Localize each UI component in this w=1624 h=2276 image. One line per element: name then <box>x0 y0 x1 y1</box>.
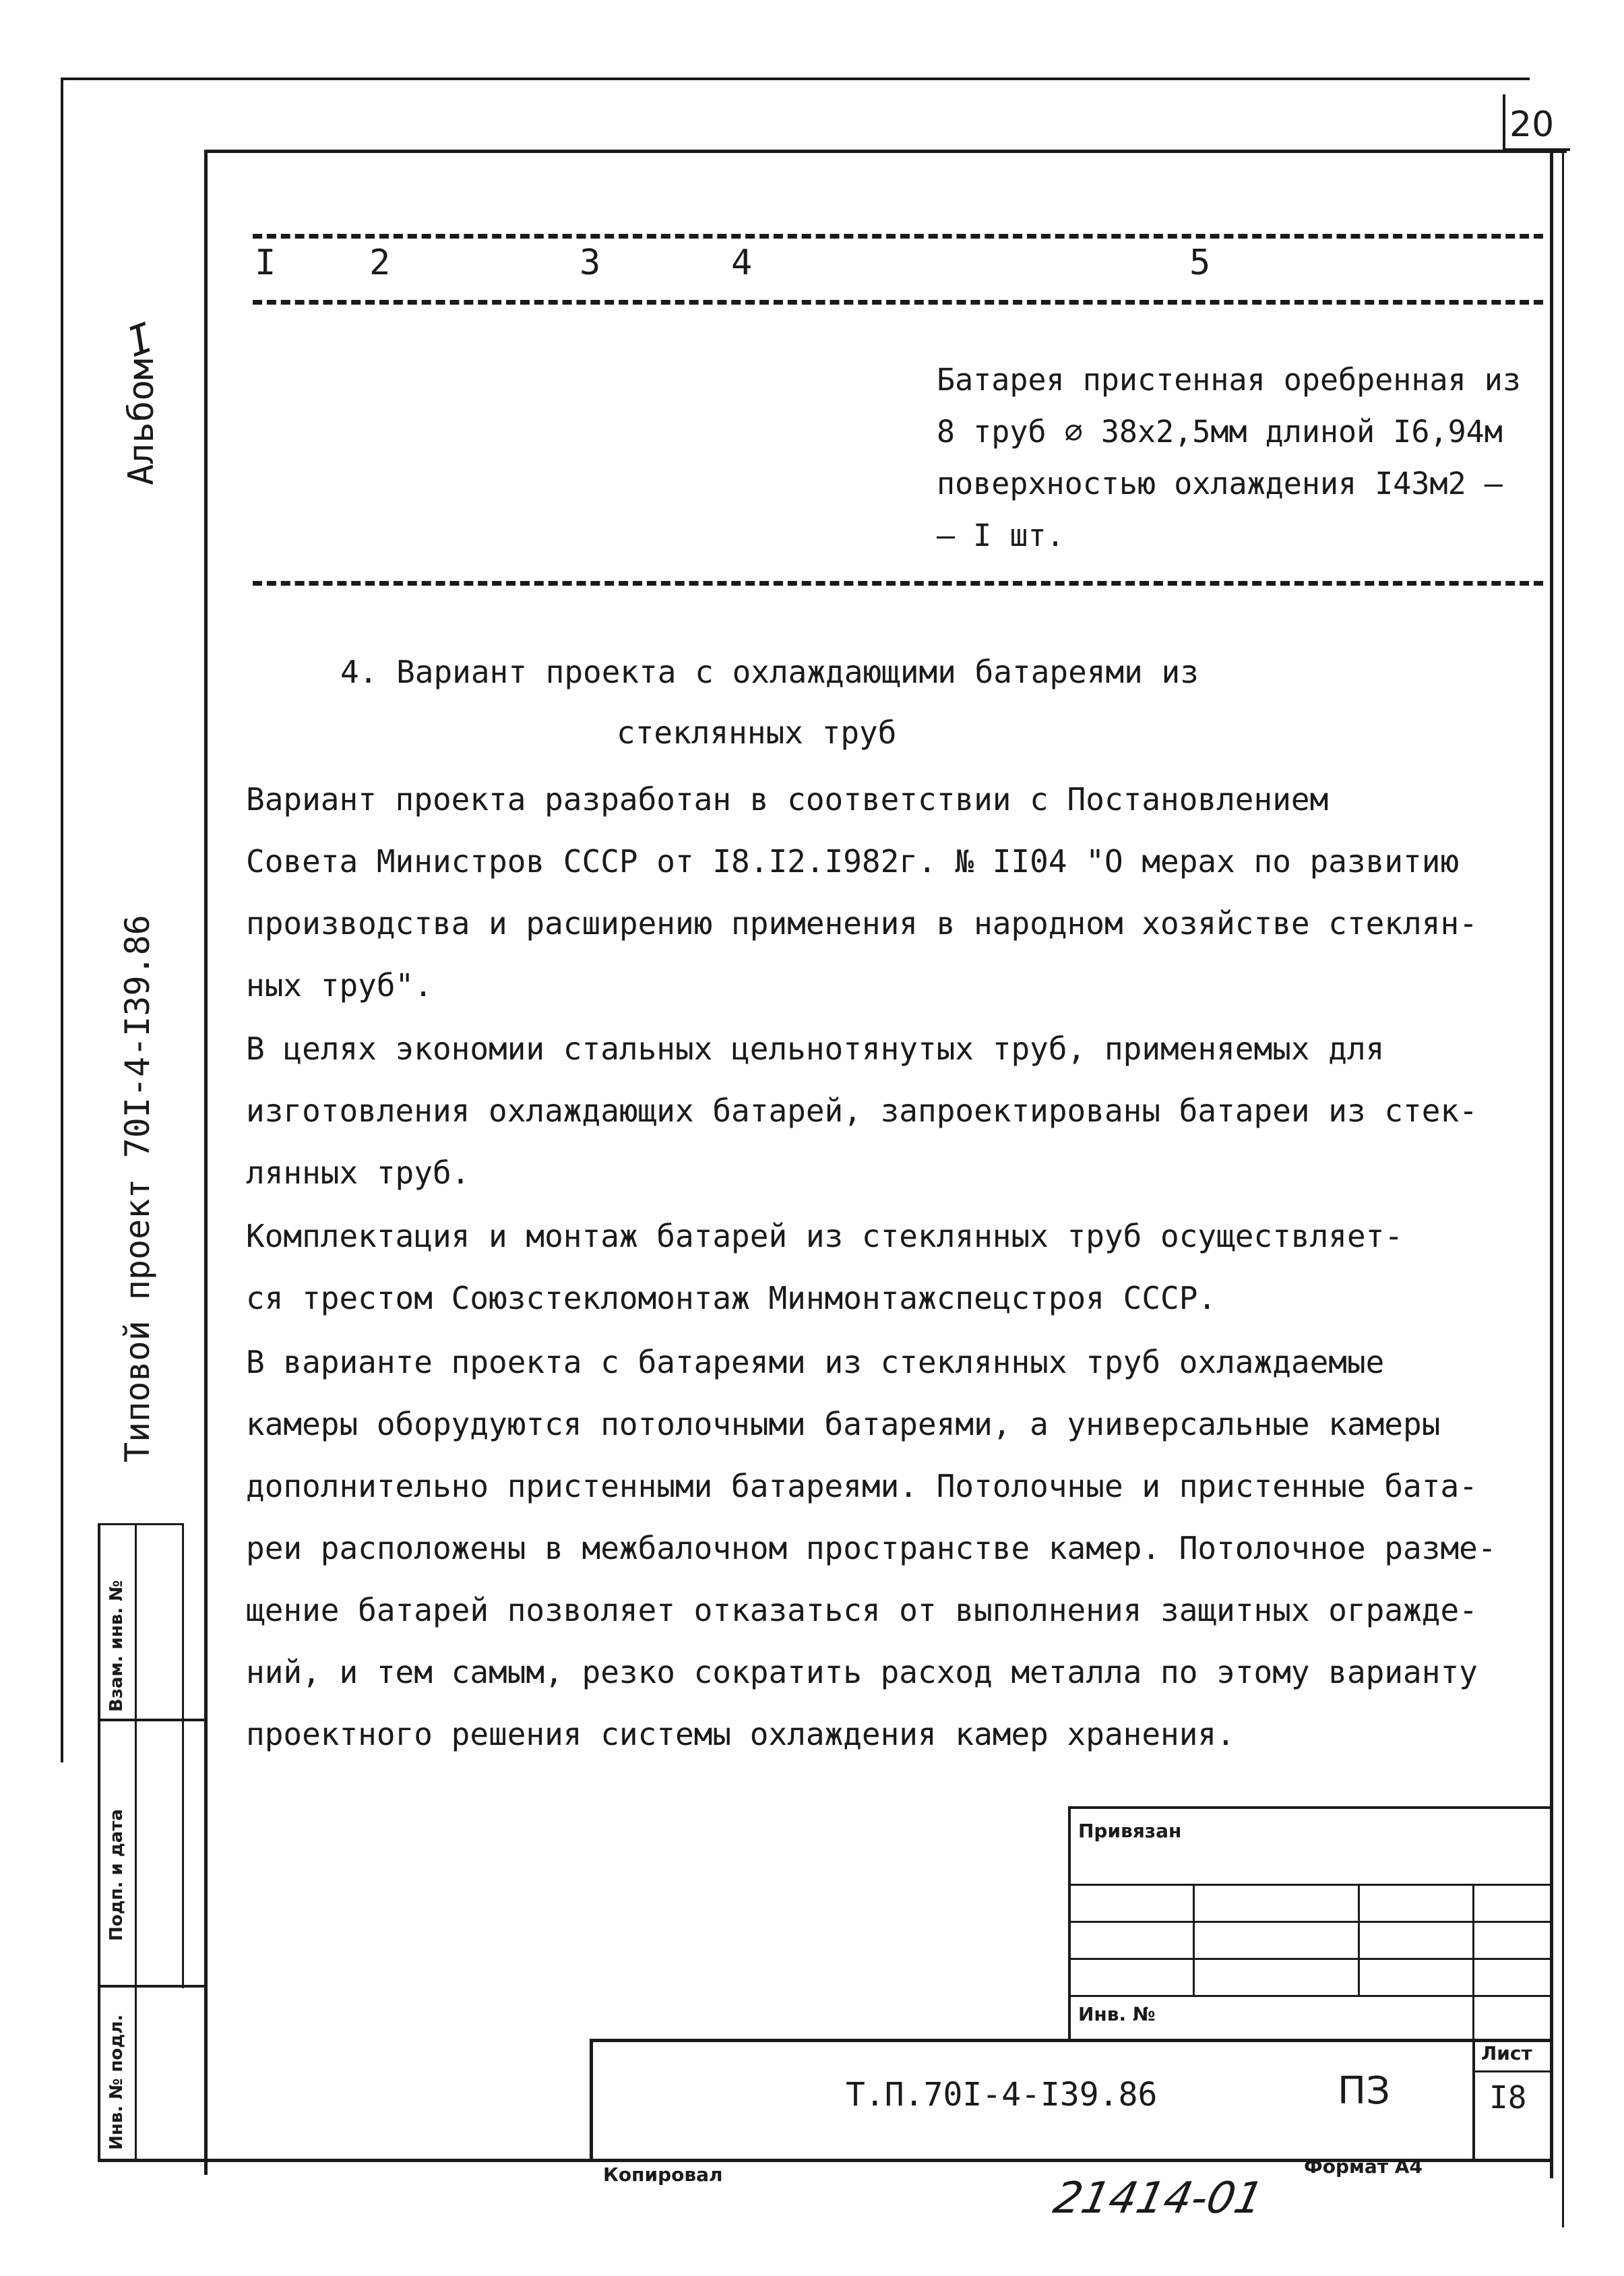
sheet-number: I8 <box>1489 2079 1527 2116</box>
paragraph-resolution: Вариант проекта разработан в соответствии с Постановлением Совета Министров СССР от I8.I2.I982г. № II04 "О мерах по развитию производства и расширению применения в народном хозяйстве стеклян- ных труб". <box>246 781 1478 1004</box>
section-heading-line2: стеклянных труб <box>617 714 897 751</box>
sheet-label: Лист <box>1481 2042 1532 2064</box>
stamp-label-original-inv: Инв. № подл. <box>106 2014 127 2150</box>
stamp-col-mid <box>135 1523 137 2160</box>
album-label: Альбом <box>121 359 162 485</box>
stamp-label-signature-date: Подп. и дата <box>106 1809 127 1941</box>
column-number-5: 5 <box>1189 243 1211 283</box>
format-label: Формат А4 <box>1304 2155 1423 2178</box>
paragraph-installation: Комплектация и монтаж батарей из стеклянных труб осуществляет- ся трестом Союзстекломонтаж Минмонтажспецстроя СССР. <box>246 1218 1404 1316</box>
tb-sheet-divider <box>1472 2070 1553 2072</box>
column-number-1: I <box>255 243 276 283</box>
document-designation: Т.П.70I-4-I39.86 <box>846 2076 1158 2114</box>
stamp-label-exchange-inv: Взам. инв. № <box>106 1580 127 1712</box>
tb-row-1 <box>1068 1884 1553 1886</box>
tb-main-left <box>590 2039 593 2160</box>
inv-no-label: Инв. № <box>1078 2003 1156 2025</box>
paragraph-variant: В варианте проекта с батареями из стеклянных труб охлаждаемые камеры оборудуются потолочными батареями, а универсальные камеры дополнительно пристенными батареями. Потолочные и пристенные бата- реи расположены в межбалочном пространстве камер. Потолочное разме- щение батарей позволяет отказаться от выполнения защитных огражде- ний, и тем самым, резко сократить расход металла по этому варианту проектного решения системы охлаждения камер хранения. <box>246 1344 1497 1752</box>
tb-row-2 <box>1068 1921 1553 1923</box>
table-dash-bottom <box>253 581 1543 586</box>
stamp-div-1 <box>98 1719 206 1721</box>
column-number-4: 4 <box>731 243 753 283</box>
album-mark: I <box>121 313 160 367</box>
stamp-col-right <box>182 1523 184 1988</box>
table-dash-top <box>253 234 1543 239</box>
column-number-3: 3 <box>580 243 601 283</box>
table-dash-header <box>253 300 1543 305</box>
tb-main-top <box>590 2039 1553 2042</box>
tb-vcol-1 <box>1193 1884 1195 1997</box>
tb-row-4 <box>1068 1995 1553 1997</box>
tb-vcol-2 <box>1358 1884 1360 1997</box>
page-box-left <box>1503 94 1505 148</box>
column-number-2: 2 <box>369 243 391 283</box>
stamp-col-left <box>98 1523 100 2160</box>
stamp-div-2 <box>98 1985 206 1988</box>
outer-frame-top <box>61 78 1530 80</box>
section-heading-line1: 4. Вариант проекта с охлаждающими батареями из <box>340 654 1199 690</box>
inner-frame-top <box>206 150 1567 153</box>
tb-sheet-left <box>1472 2039 1475 2160</box>
copied-label: Копировал <box>603 2163 723 2186</box>
handwritten-number: 21414-01 <box>1049 2174 1268 2223</box>
outer-frame-left <box>61 78 63 1762</box>
tb-bind-top <box>1068 1806 1553 1809</box>
project-code-label: Типовой проект 70I-4-I39.86 <box>118 915 157 1463</box>
tb-vcol-3 <box>1472 1884 1474 2039</box>
inner-frame-left <box>204 150 208 2175</box>
spec-description: Батарея пристенная оребренная из 8 труб ⌀ 38х2,5мм длиной I6,94м поверхностью охлаждения I43м2 – – I шт. <box>937 362 1521 553</box>
privyazan-label: Привязан <box>1078 1820 1182 1842</box>
stamp-div-top <box>98 1523 184 1525</box>
paragraph-economy: В целях экономии стальных цельнотянутых труб, применяемых для изготовления охлаждающих батарей, запроектированы батареи из стек- лянных труб. <box>246 1031 1478 1191</box>
page-number: 20 <box>1509 104 1555 145</box>
tb-row-3 <box>1068 1958 1553 1960</box>
section-code: ПЗ <box>1338 2069 1391 2113</box>
